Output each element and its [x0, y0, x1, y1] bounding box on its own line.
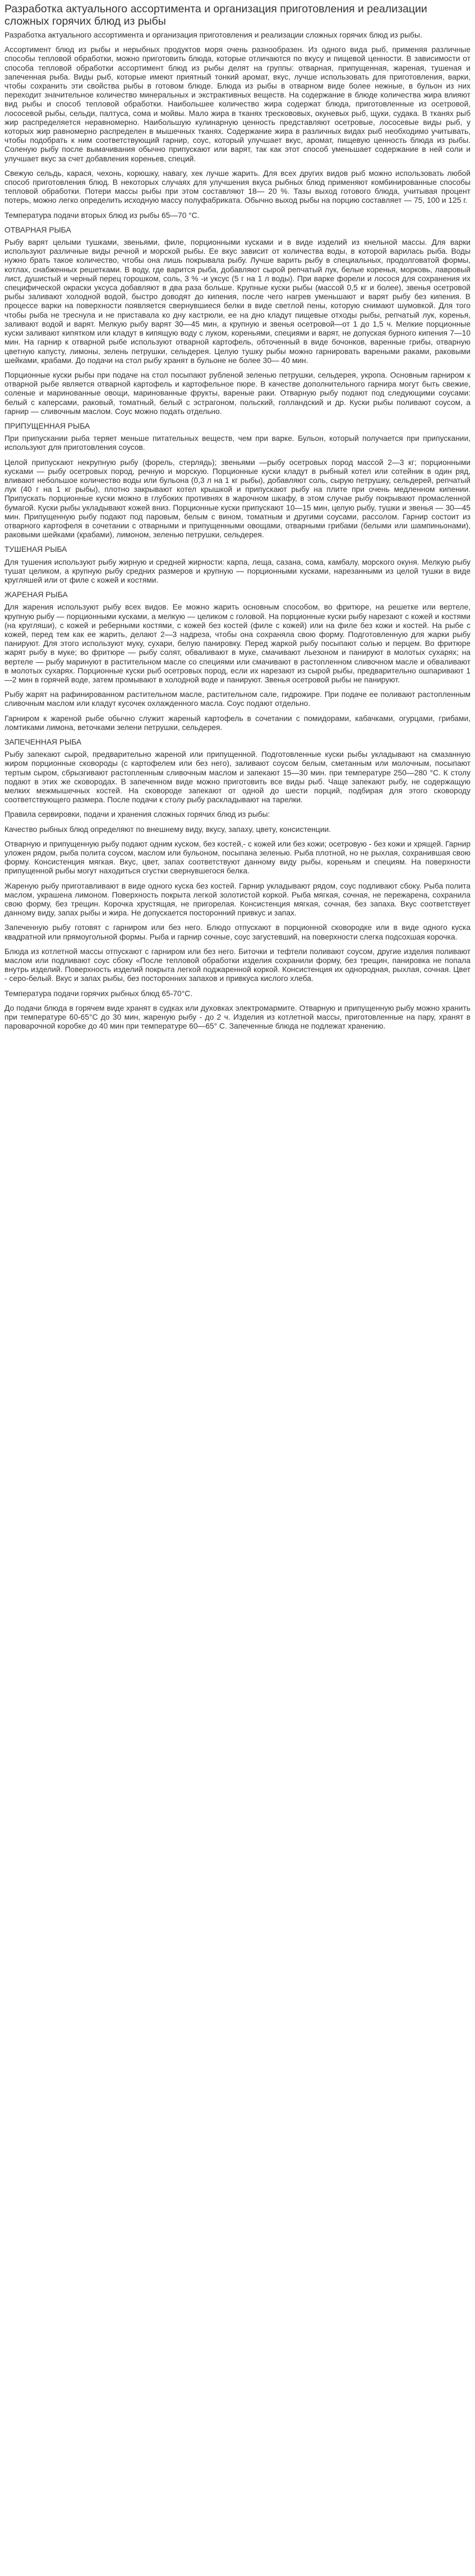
article-paragraph: Правила сервировки, подачи и хранения сложных горячих блюд из рыбы: [4, 810, 270, 819]
article-paragraph: Отварную и припущенную рыбу подают одним куском, без костей,- с кожей или без кожи; осетровую - без кожи и хрящей. Гарнир уложен рядом, рыба полита соусом, маслом или бульоном, посыпана зеленью. Рыба плотной, но не рыхлая, сохранившая свою форму. Консистенция мягкая. Вкус, цвет, запах соответствуют данному виду рыбы, кореньям и специям. На поверхности припущенной рыбы могут находиться сгустки свернувшегося белка. [4, 839, 471, 876]
section-heading: ОТВАРНАЯ РЫБА [4, 225, 71, 234]
section-heading: ПРИПУЩЕННАЯ РЫБА [4, 421, 90, 430]
article-paragraph: Свежую сельдь, карася, чехонь, корюшку, навагу, хек лучше жарить. Для всех других видов рыб можно использовать любой способ приготовления блюд. В некоторых случаях для улучшения вкуса рыбных блюд применяют комбинированные способы тепловой обработки. Потери массы рыбы при этом составляют 18— 20 %. Тазы выход готового блюда, учитывая процент потерь, можно легко определить исходную массу полуфабриката. Обычно выход рыбы на порцию составляет — 75, 100 и 125 г. [4, 169, 471, 205]
article-paragraph: Блюда из котлетной массы отпускают с гарниром или без него. Биточки и тефтели поливают соусом, другие изделия поливают маслом или подливают соус сбоку «После тепловой обработки изделия сохранили форму, без трещин, панировка не попала внутрь изделий. Поверхность изделий покрыта легкой поджаренной коркой. Консистенция их однородная, рыхлая, сочная. Цвет - серо-белый. Вкус и запах рыбы, без посторонних запахов и привкуса кислого хлеба. [4, 947, 471, 983]
article-paragraph: Качество рыбных блюд определяют по внешнему виду, вкусу, запаху, цвету, консистенции. [4, 825, 331, 834]
article-paragraph: Гарниром к жареной рыбе обычно служит жареный картофель в сочетании с помидорами, кабачками, огурцами, грибами, ломтиками лимона, веточками зелени петрушки, сельдерея. [4, 714, 471, 732]
article-paragraph: Ассортимент блюд из рыбы и нерыбных продуктов моря очень разнообразен. Из одного вида рыб, применяя различные способы тепловой обработки, можно приготовить блюда, которые отличаются по вкусу и пищевой ценности. В зависимости от способа тепловой обработки ассортимент блюд из рыбы делят на группы: отварная, припущенная, жареная, тушеная и запеченная рыба. Виды рыб, которые имеют приятный тонкий аромат, вкус, лучше использовать для приготовления, варки, чтобы сохранить эти свойства рыбы в готовом блюде. Блюда из рыбы в отварном виде более нежные, в бульон из них переходит значительное количество минеральных и экстрактивных веществ. На содержание в блюде количества жира влияют вид рыбы и способ тепловой обработки. Наибольшее количество жира содержат блюда, приготовленные из осетровой, лососевой рыбы, сельди, палтуса, сома и мойвы. Мало жира в тканях трескововых, окуневых рыб, щуки, судака. В тканях рыб жир распределяется неравномерно. Наибольшую кулинарную ценность представляют осетровые, лососевые виды рыб, у которых жир равномерно распределен в мышечных тканях. Содержание жира в различных видах рыб необходимо учитывать, чтобы подобрать к ним соответствующий гарнир, соус, который улучшает вкус, аромат, пищевую ценность блюда из рыбы. Соленую рыбу после вымачивания обычно припускают или варят, так как этот способ уменьшает содержание в ней соли и улучшает вкус за счет добавления кореньев, специй. [4, 45, 471, 163]
article-paragraph: Температура подачи горячих рыбных блюд 65-70°С. [4, 989, 193, 998]
article-paragraph: Разработка актуального ассортимента и организация приготовления и реализации сложных горячих блюд из рыбы. [4, 31, 422, 39]
article-paragraph: При припускании рыба теряет меньше питательных веществ, чем при варке. Бульон, который получается при припускании, используют для приготовления соусов. [4, 434, 471, 452]
article-paragraph: Для тушения используют рыбу жирную и средней жирности: карпа, леща, сазана, сома, камбалу, морского окуня. Мелкую рыбу тушат целиком, а крупную рыбу средних размеров и крупную — порционными кусками, нарезанными из целой тушки в виде кругляшей или от филе с кожей и костями. [4, 557, 471, 584]
section-heading: ТУШЕНАЯ РЫБА [4, 545, 67, 554]
article-paragraph: Рыбу запекают сырой, предварительно жареной или припущенной. Подготовленные куски рыбы укладывают на смазанную жиром порционные сковороды (с картофелем или без него), заливают соусом белым, сметанным или молочным, посыпают тертым сыром, сбрызгивают растопленным сливочным маслом и запекают 15—30 мин. при температуре 250—280 °С. К столу подают в этих же сковородах. В запеченном виде можно приготовить все виды рыб. Чаще запекают рыбу, не содержащую мелких межмышечных костей. На сковороде запекают от одной до шести порций, подбирая для этого сковороду соответствующего размера. После подачи к столу рыбу раскладывают на тарелки. [4, 750, 471, 805]
article-paragraph: Жареную рыбу приготавливают в виде одного куска без костей. Гарнир укладывают рядом, соус подливают сбоку. Рыба полита маслом, украшена лимоном. Поверхность покрыта легкой золотистой коркой. Рыба мягкая, сочная, не пережарена, сохранила свою форму, без трещин. Корочка хрустящая, не пригорелая. Консистенция мягкая, сочная, без запаха. Вкус соответствует данному виду, запах рыбы и жира. Не допускается посторонний привкус и запах. [4, 881, 471, 918]
section-heading: ЗАПЕЧЕННАЯ РЫБА [4, 738, 82, 747]
article-paragraph: Целой припускают некрупную рыбу (форель, стерлядь); звеньями —рыбу осетровых пород массой 2—3 кг; порционными кусками — рыбу осетровых пород, речную и морскую. Порционные куски кладут в рыбный котел или сотейник в один ряд, вливают небольшое количество воды или бульона (0,3 л на 1 кг рыбы), добавляют соль, сырую петрушку, сельдерей, репчатый лук (40 г на 1 кг рыбы), плотно закрывают котел крышкой и припускают рыбу на плите при очень медленном кипении. Припускать порционные куски можно в глубоких противнях в жарочном шкафу, в этом случае рыбу покрывают промасленной бумагой. Куски рыбы укладывают кожей вниз. Порционные куски припускают 10—15 мин, целую рыбу, тушки и звенья — 30—45 мин. Припущенную рыбу подают под паровым, белым с вином, томатным и другими соусами, рассолом. Гарнир состоит из отварного картофеля в сочетании с отварными и припущенными овощами, отварными грибами (белыми или шампиньонами), раковыми шейками (крабами), лимоном, зеленью петрушки, сельдерея. [4, 458, 471, 540]
article-paragraph: Порционные куски рыбы при подаче на стол посыпают рубленой зеленью петрушки, сельдерея, укропа. Основным гарниром к отварной рыбе является отварной картофель и картофельное пюре. В качестве дополнительного гарнира могут быть свежие, соленые и маринованные овощи, маринованные фрукты, вареные раки. Отварную рыбу подают под следующими соусами: белый с каперсами, раковый, томатный, белый с эстрагоном, польский, голландский и др. Куски рыбы поливают соусом, а гарнир — сливочным маслом. Соус можно подать отдельно. [4, 370, 471, 416]
article-paragraph: Рыбу жарят на рафинированном растительном масле, растительном сале, гидрожире. При подаче ее поливают растопленным сливочным маслом или кладут кусочек охлажденного масла. Соус подают отдельно. [4, 690, 471, 708]
article-body [4, 31, 471, 1031]
article-paragraph: Запеченную рыбу готовят с гарниром или без него. Блюдо отпускают в порционной сковородке или в виде одного куска квадратной или прямоугольной формы. Рыба и гарнир сочные, соус загустевший, на поверхности слегка подсохшая корочка. [4, 923, 471, 941]
article-paragraph: Рыбу варят целыми тушками, звеньями, филе, порционными кусками и в виде изделий из кнельной массы. Для варки используют различные виды речной и морской рыбы. Ее вкус зависит от количества воды, в которой варилась рыба. Воды нужно брать такое количество, чтобы она лишь покрывала рыбу. Лучше варить рыбу в специальных, продолговатой формы, котлах, снабженных решетками. В воду, где варится рыба, добавляют сырой репчатый лук, белые коренья, морковь, лавровый лист, душистый и черный перец горошком, соль, 3 % -и уксус (5 г на 1 л воды). При варке форели и лосося для сохранения их специфической окраски уксуса добавляют в два раза больше. Крупные куски рыбы (массой 0,5 кг и более), звенья осетровой рыбы заливают холодной водой, быстро доводят до кипения, после чего нагрев уменьшают и варят рыбу без кипения. В процессе варки на поверхности появляется свернувшиеся белки в виде светлой пены, которую снимают шумовкой. Для того чтобы рыба не треснула и не приставала ко дну кастрюли, ее на дно кладут пищевые отходы рыбы, репчатый лук, коренья, заливают водой и варят. Мелкую рыбу варят 30—45 мин, а крупную и звенья осетровой—от 1 до 1,5 ч. Мелкие порционные куски заливают кипятком или кладут в кипящую воду с луком, кореньями, специями и варят, не допуская бурного кипения 7—10 мин. На гарнир к отварной рыбе используют отварной картофель, обточенный в виде бочонков, варенные грибы, отварную цветную капусту, лимоны, зелень петрушки, сельдерея. Целую тушку рыбы можно гарнировать вареными раками, раковыми шейками, крабами. До подачи на стол рыбу хранят в бульоне не более 30— 40 мин. [4, 238, 471, 365]
section-heading: ЖАРЕНАЯ РЫБА [4, 590, 68, 599]
article-paragraph: До подачи блюда в горячем виде хранят в судках или духовках электромармите. Отварную и припущенную рыбу можно хранить при температуре 60-65°С до 30 мин, жареную рыбу - до 2 ч. Изделия из котлетной массы, приготовленные на пару, хранят в пароварочной коробке до 40 мин при температуре 60—65° С. Запеченные блюда не подлежат хранению. [4, 1003, 471, 1031]
article-paragraph: Для жарения используют рыбу всех видов. Ее можно жарить основным способом, во фритюре, на решетке или вертеле, крупную рыбу — порционными кусками, а мелкую — целиком с головой. На порционные куски рыбу нарезают с кожей и костями (на кругляши), с кожей и реберными костями, с кожей без костей (филе с кожей) или на филе без кожи и костей. На рыбе с кожей, перед тем как ее жарить, делают 2—3 надреза, чтобы она сохраняла свою форму. Подготовленную для жарки рыбу панируют. Для этого используют муку, сухари, белую панировку. Перед жаркой рыбу посыпают солью и перцем. Во фритюре жарят рыбу в муке; во фритюре — рыбу солят, обваливают в муке, смачивают льезоном и панируют в молотых сухарях; на вертеле — рыбу маринуют в растительном масле со специями или смачивают в растопленном сливочном масле и обваливают в молотых сухарях. Порционные куски рыб осетровых пород, если их нарезают из сырой рыбы, предварительно ошпаривают 1—2 мин в горячей воде, затем промывают в холодной воде и панируют. Звенья осетровой рыбы не панируют. [4, 603, 471, 684]
article-paragraph: Температура подачи вторых блюд из рыбы 65—70 °С. [4, 211, 200, 220]
article-title: Разработка актуального ассортимента и организация приготовления и реализации сложных горячих блюд из рыбы [4, 3, 427, 27]
